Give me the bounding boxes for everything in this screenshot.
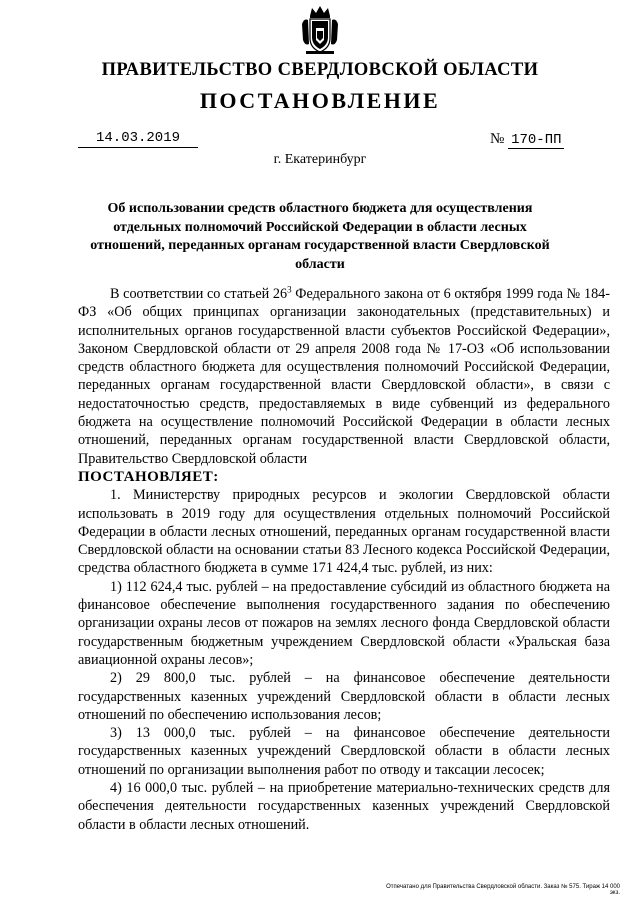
document-title: Об использовании средств областного бюджета для осуществления отдельных полномочий Российской Федерации в области лесных отношений, переданных органам государственной власти Свердловской области — [90, 201, 550, 272]
document-number — [490, 130, 580, 149]
document-type: ПОСТАНОВЛЕНИЕ — [199, 88, 441, 113]
date-value: 14.03.2019 — [95, 130, 180, 146]
print-footer: Отпечатано для Правительства Свердловской области. Заказ № 575. Тираж 14 000 экз. — [386, 884, 620, 896]
number-value: 170-ПП — [508, 132, 564, 149]
paragraph-1: 1. Министерству природных ресурсов и экологии Свердловской области использовать в 2019 году для осуществления отдельных полномочий Российской Федерации в области лесных отношений, переданных органам государственной власти Свердловской области на основании статьи 83 Лесного кодекса Российской Федерации, средства областного бюджета в сумме 171 424,4 тыс. рублей, из них: — [78, 487, 610, 577]
organization-name: ПРАВИТЕЛЬСТВО СВЕРДЛОВСКОЙ ОБЛАСТИ — [101, 60, 539, 80]
paragraph-1-4: 4) 16 000,0 тыс. рублей – на приобретение материально-технических средств для обеспечения деятельности государственных казенных учреждений Свердловской области в области лесных отношений. — [78, 780, 610, 833]
preamble-start: В соответствии со статьей 26 — [110, 286, 288, 302]
city: г. Екатеринбург — [273, 152, 367, 167]
document-body — [78, 285, 610, 834]
paragraph-1-2: 2) 29 800,0 тыс. рублей – на финансовое обеспечение деятельности государственных казенных учреждений Свердловской области в области лесных отношений по обеспечению использования лесов; — [78, 670, 610, 723]
preamble-paragraph — [78, 285, 610, 468]
paragraph-1-1: 1) 112 624,4 тыс. рублей – на предоставление субсидий из областного бюджета на финансовое обеспечение выполнения государственного задания по обеспечению организации охраны лесов от пожаров на землях лесного фонда Свердловской области государственным бюджетным учреждением Свердловской области «Уральская база авиационной охраны лесов»; — [78, 578, 610, 668]
paragraph-1-3: 3) 13 000,0 тыс. рублей – на финансовое обеспечение деятельности государственных казенных учреждений Свердловской области в области лесных отношений по организации выполнения работ по отводу и таксации лесосек; — [78, 725, 610, 778]
preamble-rest: Федерального закона от 6 октября 1999 года № 184-ФЗ «Об общих принципах организации законодательных (представительных) и исполнительных органов государственной власти субъектов Российской Федерации», Законом Свердловской области от 29 апреля 2008 года № 17-ОЗ «Об использовании средств областного бюджета для осуществления полномочий Российской Федерации, переданных органам государственной власти Свердловской области», в связи с недостаточностью средств, предоставляемых в виде субвенций из федерального бюджета на осуществление полномочий Российской Федерации в области лесных отношений, переданных органам государственной власти Свердловской области, Правительство Свердловской области — [78, 286, 610, 467]
coat-of-arms-emblem — [300, 4, 340, 56]
document-date — [78, 130, 198, 148]
article-superscript: 3 — [287, 284, 292, 295]
date-underline — [78, 147, 198, 148]
decree-word: ПОСТАНОВЛЯЕТ: — [78, 468, 219, 485]
number-sign: № — [490, 131, 505, 147]
